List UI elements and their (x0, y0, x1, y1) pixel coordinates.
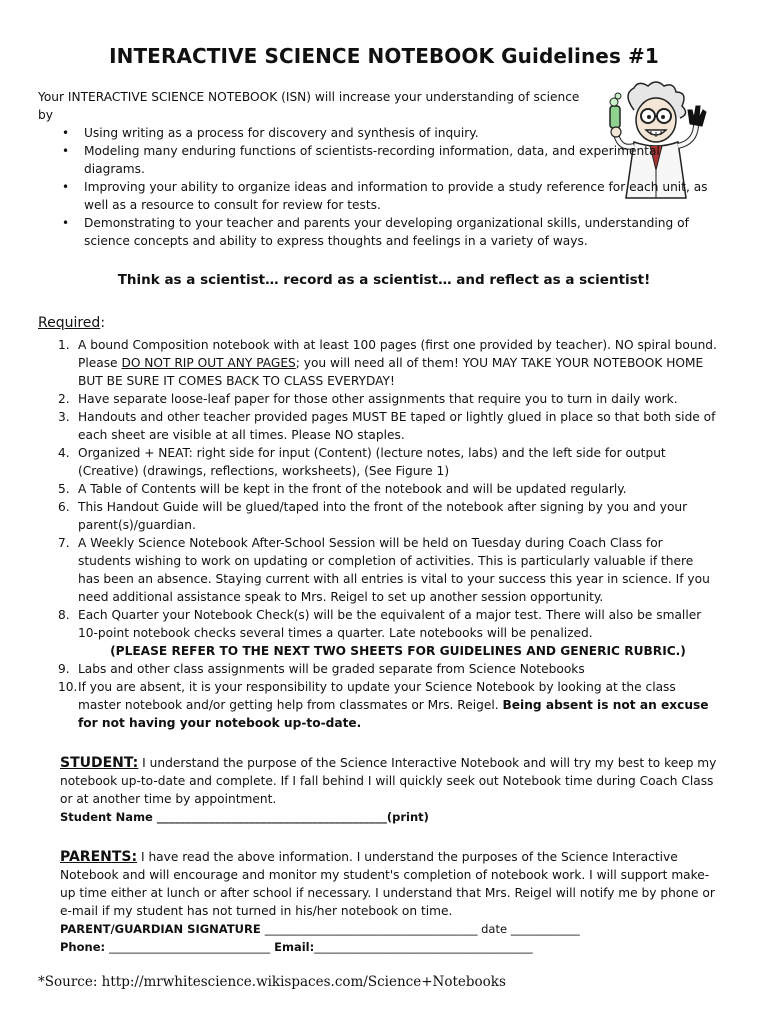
list-item (38, 678, 718, 732)
signature-label: PARENT/GUARDIAN SIGNATURE (60, 922, 265, 936)
list-item: • Demonstrating to your teacher and parents your developing organizational skills, understanding of science concepts and ability to express thoughts and feelings in a variety of ways. (62, 214, 722, 250)
student-lead: STUDENT: (60, 755, 139, 771)
item-text: Have separate loose-leaf paper for those other assignments that require you to turn in daily work. (78, 392, 678, 406)
item-text: This Handout Guide will be glued/taped into the front of the notebook after signing by you and your parent(s)/guardian. (78, 500, 688, 532)
phone-label: Phone: (60, 940, 110, 954)
tagline: Think as a scientist… record as a scientist… and reflect as a scientist! (117, 272, 651, 288)
list-item (38, 444, 718, 480)
list-item (38, 606, 718, 660)
student-name-label: Student Name (60, 810, 157, 824)
item-text: Labs and other class assignments will be graded separate from Science Notebooks (78, 662, 585, 676)
item-number: 1. (58, 338, 70, 352)
required-heading-text: Required (38, 315, 101, 331)
list-item (38, 498, 718, 534)
email-label: Email: (270, 940, 315, 954)
item-text: A Weekly Science Notebook After-School Session will be held on Tuesday during Coach Class for students wishing to work on updating or completion of activities. This is particularly valuable if there has been an absence. Staying current with all entries is vital to your success this year in science. If you need additional assistance speak to Mrs. Reigel to set up another session opportunity. (78, 536, 710, 604)
student-name-field[interactable]: ________________________________________ (156, 810, 387, 824)
print-label: (print) (386, 810, 429, 824)
email-field[interactable]: ______________________________________ (314, 940, 533, 954)
list-item (38, 534, 718, 606)
source-citation: *Source: http://mrwhitescience.wikispaces.com/Science+Notebooks (38, 974, 506, 990)
list-item (38, 390, 718, 408)
required-heading (38, 315, 105, 331)
required-list (38, 336, 718, 732)
student-statement: I understand the purpose of the Science Interactive Notebook and will try my best to keep my notebook up-to-date and complete. If I fall behind I will quickly seek out Notebook time during Coach Class or at another time by appointment. (60, 756, 717, 806)
item-number: 10. (58, 680, 78, 694)
parents-statement: I have read the above information. I understand the purposes of the Science Interactive Notebook and will encourage and monitor my student's completion of notebook work. I will support make-up time either at lunch or after school if necessary. I understand that Mrs. Reigel will notify me by phone or e-mail if my student has not turned in his/her notebook on time. (60, 850, 715, 918)
item-emphasis: Being absent is not an excuse for not having your notebook up-to-date. (78, 698, 709, 730)
list-item: • Improving your ability to organize ideas and information to provide a study reference for each unit, as well as a resource to consult for review for tests. (62, 178, 722, 214)
student-name-row (60, 808, 720, 826)
date-label: date (477, 922, 511, 936)
item-text: ; you will need all of them! YOU MAY TAKE YOUR NOTEBOOK HOME BUT BE SURE IT COMES BACK TO CLASS EVERYDAY! (78, 356, 704, 388)
list-item (38, 660, 718, 678)
item-number: 3. (58, 410, 70, 424)
list-item (38, 408, 718, 444)
list-item (38, 480, 718, 498)
item-number: 8. (58, 608, 70, 622)
item-number: 7. (58, 536, 70, 550)
item-text: Organized + NEAT: right side for input (Content) (lecture notes, labs) and the left side for output (Creative) (drawings, reflections, worksheets), (See Figure 1) (78, 446, 666, 478)
parents-section (60, 848, 720, 956)
page-title: INTERACTIVE SCIENCE NOTEBOOK Guidelines #1 (109, 44, 659, 68)
refer-note: (PLEASE REFER TO THE NEXT TWO SHEETS FOR GUIDELINES AND GENERIC RUBRIC.) (110, 644, 686, 658)
contact-row (60, 938, 720, 956)
item-text: Handouts and other teacher provided pages MUST BE taped or lightly glued in place so that both side of each sheet are visible at all times. Please NO staples. (78, 410, 716, 442)
student-section (60, 754, 720, 826)
item-text: A bound Composition notebook with at least 100 pages (first one provided by teacher). NO spiral bound. Please (78, 338, 717, 370)
parents-lead: PARENTS: (60, 849, 138, 865)
item-emphasis: DO NOT RIP OUT ANY PAGES (121, 356, 296, 370)
item-number: 4. (58, 446, 70, 460)
phone-field[interactable]: ____________________________ (109, 940, 271, 954)
item-number: 6. (58, 500, 70, 514)
benefits-list (62, 124, 722, 250)
list-item (38, 336, 718, 390)
item-text: Each Quarter your Notebook Check(s) will be the equivalent of a major test. There will also be smaller 10-point notebook checks several times a quarter. Late notebooks will be penalized. (78, 608, 702, 640)
required-heading-colon: : (100, 315, 106, 331)
list-item: • Using writing as a process for discovery and synthesis of inquiry. (62, 124, 722, 142)
item-text: A Table of Contents will be kept in the front of the notebook and will be updated regularly. (78, 482, 627, 496)
date-field[interactable]: ____________ (510, 922, 580, 936)
item-number: 9. (58, 662, 70, 676)
intro-paragraph: Your INTERACTIVE SCIENCE NOTEBOOK (ISN) will increase your understanding of science by (38, 90, 580, 122)
item-number: 5. (58, 482, 70, 496)
item-number: 2. (58, 392, 70, 406)
list-item: • Modeling many enduring functions of scientists-recording information, data, and experimental diagrams. (62, 142, 722, 178)
item-text: If you are absent, it is your responsibility to update your Science Notebook by looking at the class master notebook and/or getting help from classmates or Mrs. Reigel. (78, 680, 676, 712)
parent-signature-row (60, 920, 720, 938)
signature-field[interactable]: _____________________________________ (264, 922, 478, 936)
